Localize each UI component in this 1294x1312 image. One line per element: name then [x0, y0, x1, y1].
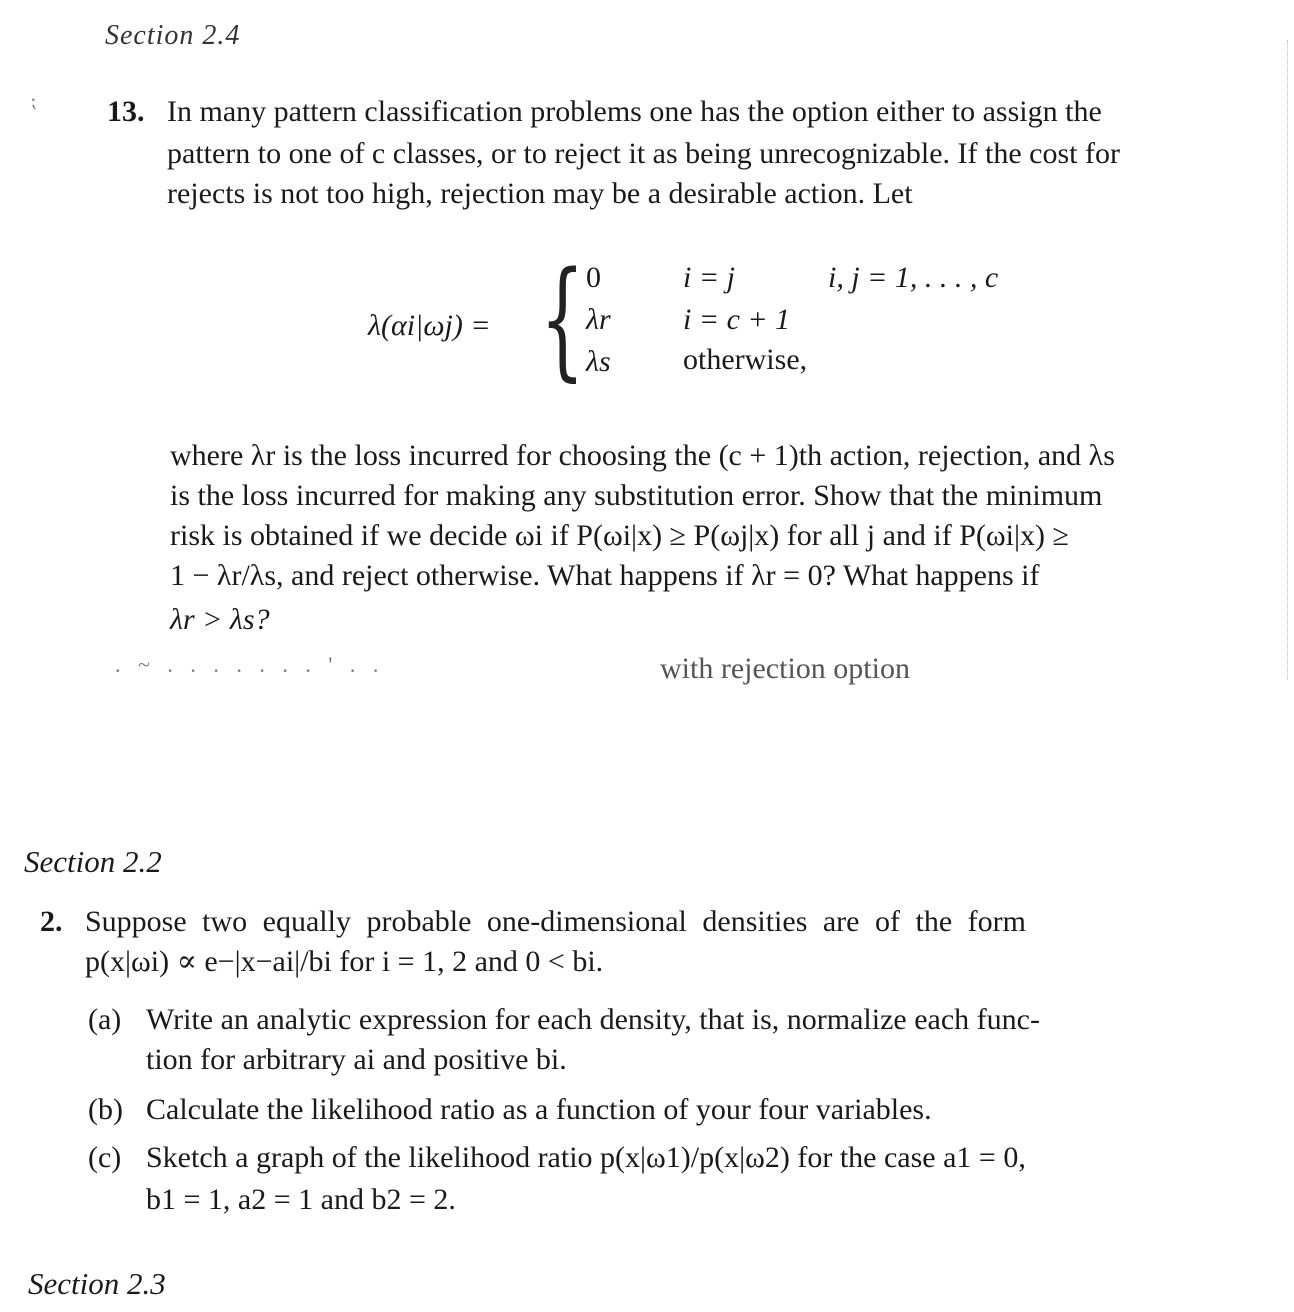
- problem-text-line: is the loss incurred for making any substitution error. Show that the minimum: [170, 479, 1103, 512]
- problem-number: 2.: [40, 905, 63, 938]
- equation-value: λs: [586, 345, 611, 378]
- page-edge: [1287, 40, 1294, 680]
- part-text-line: Calculate the likelihood ratio as a function of your four variables.: [146, 1093, 932, 1126]
- problem-text-line: p(x|ωi) ∝ e−|x−ai|/bi for i = 1, 2 and 0 < bi.: [85, 945, 604, 978]
- part-text-line: Write an analytic expression for each density, that is, normalize each func-: [146, 1003, 1040, 1036]
- cut-line: with rejection option: [660, 652, 910, 685]
- equation-condition: i = j: [683, 261, 735, 294]
- part-label: (a): [88, 1003, 122, 1036]
- section-heading: Section 2.3: [28, 1266, 166, 1301]
- equation-value: 0: [586, 261, 601, 294]
- problem-text-line: pattern to one of c classes, or to reject it as being unrecognizable. If the cost for: [167, 137, 1120, 170]
- problem-text-line: Suppose two equally probable one-dimensional densities are of the form: [85, 905, 1026, 938]
- problem-number: 13.: [107, 95, 145, 128]
- problem-text-line: risk is obtained if we decide ωi if P(ωi|x) ≥ P(ωj|x) for all j and if P(ωi|x) ≥: [170, 519, 1069, 552]
- problem-text-line: In many pattern classification problems one has the option either to assign the: [167, 95, 1102, 128]
- part-label: (c): [88, 1141, 122, 1174]
- equation-brace: {: [540, 245, 585, 394]
- margin-mark: ⁏: [30, 90, 37, 112]
- section-heading: Section 2.2: [24, 844, 162, 879]
- equation-condition: i = c + 1: [683, 303, 791, 336]
- problem-text-line: where λr is the loss incurred for choosing the (c + 1)th action, rejection, and λs: [170, 439, 1115, 472]
- part-text-line: tion for arbitrary ai and positive bi.: [146, 1043, 567, 1076]
- equation-lhs: λ(αi|ωj) =: [368, 309, 491, 342]
- equation-condition: otherwise,: [683, 343, 808, 376]
- part-text-line: Sketch a graph of the likelihood ratio p(x|ω1)/p(x|ω2) for the case a1 = 0,: [146, 1141, 1026, 1174]
- part-label: (b): [88, 1093, 123, 1126]
- equation-value: λr: [586, 303, 611, 336]
- problem-text-line: rejects is not too high, rejection may be a desirable action. Let: [167, 177, 913, 210]
- cut-line-fragments: . ~ . . . . . . . ' . .: [115, 652, 385, 677]
- section-heading-cut: Section 2.4: [105, 20, 241, 51]
- problem-text-line: 1 − λr/λs, and reject otherwise. What happens if λr = 0? What happens if: [170, 559, 1040, 592]
- part-text-line: b1 = 1, a2 = 1 and b2 = 2.: [146, 1183, 456, 1216]
- equation-range: i, j = 1, . . . , c: [828, 261, 999, 294]
- problem-text-line: λr > λs?: [170, 603, 270, 636]
